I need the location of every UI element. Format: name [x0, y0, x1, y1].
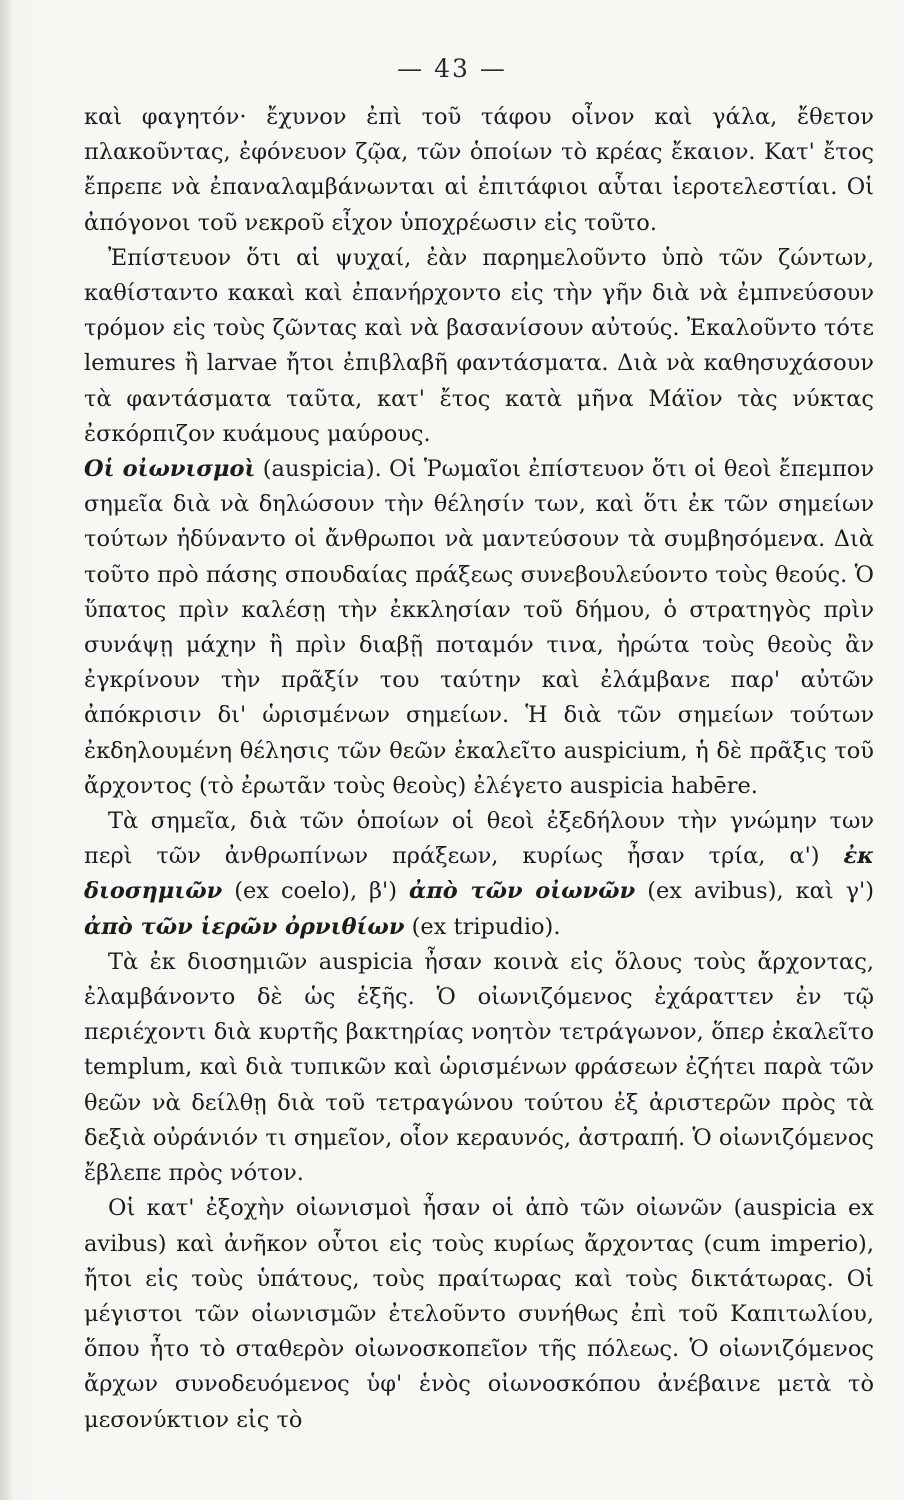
paragraph-6: Οἱ κατ' ἐξοχὴν οἰωνισμοὶ ἦσαν οἱ ἀπὸ τῶν οἰωνῶν (auspicia ex avibus) καὶ ἀνῆκον οὗτοι εἰς τοὺς κυρίως ἄρχοντας (cum imperio), ἤτοι εἰς τοὺς ὑπάτους, τοὺς πραίτωρας καὶ τοὺς δικτάτωρας. Οἱ μέγιστοι τῶν οἰωνισμῶν ἐτελοῦντο συνήθως ἐπὶ τοῦ Καπιτωλίου, ὅπου ἦτο τὸ σταθερὸν οἰωνοσκοπεῖον τῆς πόλεως. Ὁ οἰωνιζόμενος ἄρχων συνοδευόμενος ὑφ' ἑνὸς οἰωνοσκόπου ἀνέβαινε μετὰ τὸ μεσονύκτιον εἰς τὸ — [84, 1195, 874, 1433]
paragraph-4-text-d: (ex tripudio). — [411, 913, 561, 940]
paragraph-3-text: (auspicia). Οἱ Ῥωμαῖοι ἐπίστευον ὅτι οἱ θεοὶ ἔπεμπον σημεῖα διὰ νὰ δηλώσουν τὴν θέλησίν των, καὶ ὅτι ἐκ τῶν σημείων τούτων ἠδύναντο οἱ ἄνθρωποι νὰ μαντεύσουν τὰ συμβησόμενα. Διὰ τοῦτο πρὸ πάσης σπουδαίας πράξεως συνεβουλεύοντο τοὺς θεούς. Ὁ ὕπατος πρὶν καλέσῃ τὴν ἐκκλησίαν τοῦ δήμου, ὁ στρατηγὸς πρὶν συνάψῃ μάχην ἢ πρὶν διαβῇ ποταμόν τινα, ἠρώτα τοὺς θεοὺς ἂν ἐγκρίνουν τὴν πρᾶξίν του ταύτην καὶ ἐλάμβανε παρ' αὐτῶν ἀπόκρισιν δι' ὡρισμένων σημείων. Ἡ διὰ τῶν σημείων τούτων ἐκδηλουμένη θέλησις τῶν θεῶν ἐκαλεῖτο auspicium, ἡ δὲ πρᾶξις τοῦ ἄρχοντος (τὸ ἐρωτᾶν τοὺς θεοὺς) ἐλέγετο auspicia habēre. — [84, 456, 875, 799]
term-apo-ton-oionon: ἀπὸ τῶν οἰωνῶν — [409, 878, 636, 905]
term-ek-diosimion: ἐκ διοσημιῶν — [84, 843, 874, 905]
page-gutter-shadow — [0, 0, 14, 1500]
paragraph-4 — [84, 804, 874, 945]
paragraph-1: καὶ φαγητόν· ἔχυνον ἐπὶ τοῦ τάφου οἶνον καὶ γάλα, ἔθετον πλακοῦντας, ἐφόνευον ζῷα, τῶν ὁποίων τὸ κρέας ἔκαιον. Κατ' ἔτος ἔπρεπε νὰ ἐπαναλαμβάνωνται αἱ ἐπιτάφιοι αὗται ἱεροτελεστίαι. Οἱ ἀπόγονοι τοῦ νεκροῦ εἶχον ὑποχρέωσιν εἰς τοῦτο. — [84, 104, 874, 236]
paragraph-4-text-b: (ex coelo), β') — [234, 878, 398, 905]
paragraph-5: Τὰ ἐκ διοσημιῶν auspicia ἦσαν κοινὰ εἰς ὅλους τοὺς ἄρχοντας, ἐλαμβάνοντο δὲ ὡς ἑξῆς. Ὁ οἰωνιζόμενος ἐχάραττεν ἐν τῷ περιέχοντι διὰ κυρτῆς βακτηρίας νοητὸν τετράγωνον, ὅπερ ἐκαλεῖτο templum, καὶ διὰ τυπικῶν καὶ ὡρισμένων φράσεων ἐζήτει παρὰ τῶν θεῶν νὰ δείλθῃ διὰ τοῦ τετραγώνου τούτου ἐξ ἀριστερῶν πρὸς τὰ δεξιὰ οὐράνιόν τι σημεῖον, οἷον κεραυνός, ἀστραπή. Ὁ οἰωνιζόμενος ἔβλεπε πρὸς νότον. — [84, 948, 874, 1187]
body-text — [84, 100, 874, 1438]
page-number: — 43 — — [397, 54, 507, 83]
paragraph-4-text-c: (ex avibus), καὶ γ') — [647, 878, 875, 905]
paragraph-3 — [84, 452, 874, 804]
paragraph-4-text-a: Τὰ σημεῖα, διὰ τῶν ὁποίων οἱ θεοὶ ἐξεδήλουν τὴν γνώμην των περὶ τῶν ἀνθρωπίνων πράξεων, κυρίως ἦσαν τρία, α') — [84, 808, 874, 870]
section-heading-auspicia: Οἱ οἰωνισμοὶ — [84, 456, 256, 483]
term-ierôn-ornithion: ἀπὸ τῶν ἱερῶν ὀρνιθίων — [84, 913, 405, 940]
paragraph-2: Ἐπίστευον ὅτι αἱ ψυχαί, ἐὰν παρημελοῦντο ὑπὸ τῶν ζώντων, καθίσταντο κακαὶ καὶ ἐπανήρχοντο εἰς τὴν γῆν διὰ νὰ ἐμπνεύσουν τρόμον εἰς τοὺς ζῶντας καὶ νὰ βασανίσουν αὐτούς. Ἐκαλοῦντο τότε lemures ἢ larvae ἤτοι ἐπιβλαβῆ φαντάσματα. Διὰ νὰ καθησυχάσουν τὰ φαντάσματα ταῦτα, κατ' ἔτος κατὰ μῆνα Μάϊον τὰς νύκτας ἐσκόρπιζον κυάμους μαύρους. — [84, 244, 874, 447]
